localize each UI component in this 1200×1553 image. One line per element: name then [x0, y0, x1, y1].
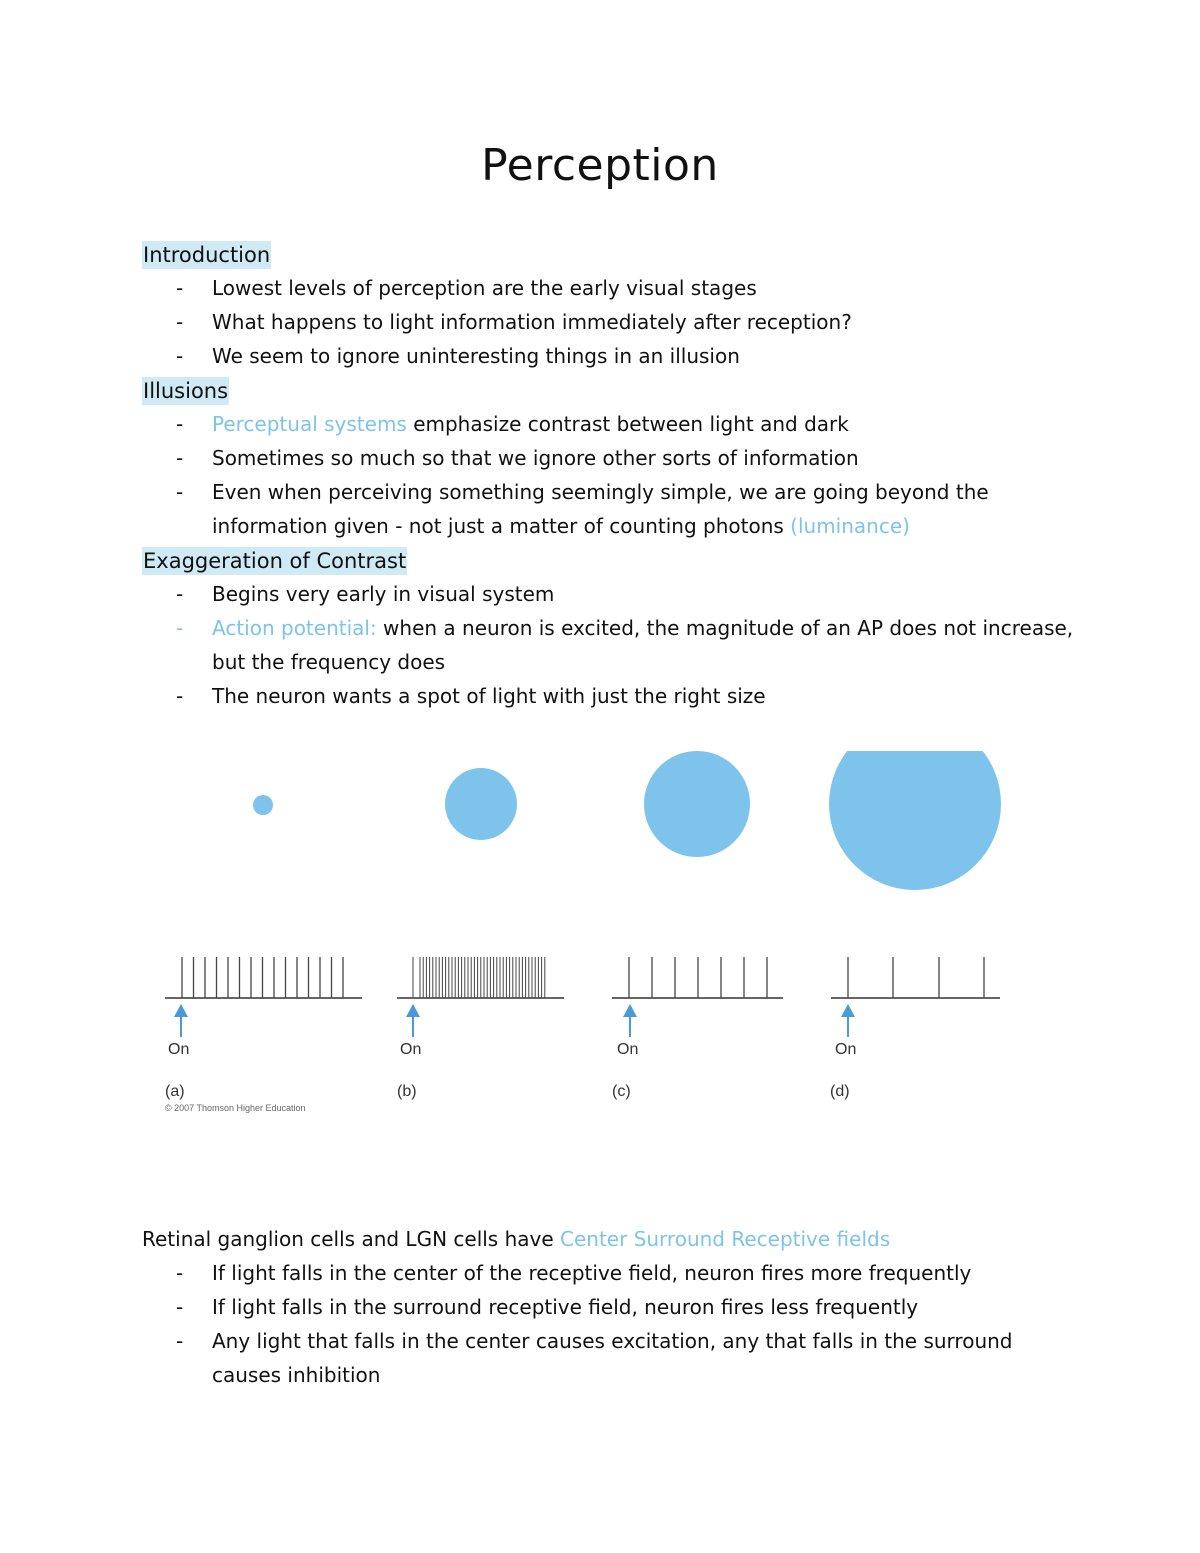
list-item: - We seem to ignore uninteresting things in an illusion [176, 344, 740, 368]
list-item: - If light falls in the center of the receptive field, neuron fires more frequently [176, 1261, 972, 1285]
section-introduction [142, 241, 1082, 373]
onset-arrow-b [406, 1004, 420, 1037]
figure-copyright: © 2007 Thomson Higher Education [165, 1103, 306, 1113]
on-label-a: On [168, 1041, 190, 1058]
list-item: - The neuron wants a spot of light with just the right size [176, 684, 766, 708]
term-center-surround: Center Surround Receptive fields [560, 1227, 891, 1251]
list-item: - If light falls in the surround receptive field, neuron fires less frequently [176, 1295, 919, 1319]
page-title: Perception [481, 140, 719, 191]
section-illusions [142, 377, 1082, 543]
section-contrast [142, 547, 1082, 713]
list-item: - Lowest levels of perception are the early visual stages [176, 276, 757, 300]
list-item: - Begins very early in visual system [176, 582, 555, 606]
spike-train-a [182, 957, 343, 998]
section-heading-illusions: Illusions [143, 379, 229, 403]
spike-train-c [629, 957, 767, 998]
term-luminance: (luminance) [790, 514, 910, 538]
list-item: - Even when perceiving something seemingly simple, we are going beyond the information given - not just a matter of counting photons (luminance) [176, 480, 989, 538]
onset-arrow-a [174, 1004, 188, 1037]
section-heading-contrast: Exaggeration of Contrast [143, 549, 407, 573]
term-action-potential: Action potential: [212, 616, 377, 640]
list-item: - Sometimes so much so that we ignore other sorts of information [176, 446, 859, 470]
list-item: - What happens to light information immediately after reception? [176, 310, 852, 334]
term-perceptual-systems: Perceptual systems [212, 412, 407, 436]
panel-label-a: (a) [165, 1083, 185, 1100]
list-item: - Any light that falls in the center causes excitation, any that falls in the surround causes inhibition [176, 1329, 1013, 1387]
list-item: - Perceptual systems emphasize contrast between light and dark [176, 412, 849, 436]
onset-arrow-d [841, 1004, 855, 1037]
stimulus-spot-b [445, 768, 517, 840]
section-receptive-fields [142, 1222, 1082, 1392]
list-item: - Action potential: when a neuron is excited, the magnitude of an AP does not increase, but the frequency does [176, 616, 1074, 674]
spike-train-b [413, 957, 545, 998]
on-label-c: On [617, 1041, 639, 1058]
stimulus-spot-a [253, 795, 273, 815]
stimulus-spot-c [644, 751, 750, 857]
spike-train-d [848, 957, 984, 998]
onset-arrow-c [623, 1004, 637, 1037]
stimulus-spot-d [829, 745, 1001, 890]
on-label-d: On [835, 1041, 857, 1058]
panel-label-d: (d) [830, 1083, 850, 1100]
panel-label-b: (b) [397, 1083, 417, 1100]
spike-train-figure [140, 745, 1020, 1125]
section-heading-introduction: Introduction [143, 243, 271, 267]
on-label-b: On [400, 1041, 422, 1058]
receptive-intro: Retinal ganglion cells and LGN cells have Center Surround Receptive fields [142, 1227, 891, 1251]
panel-label-c: (c) [612, 1083, 631, 1100]
